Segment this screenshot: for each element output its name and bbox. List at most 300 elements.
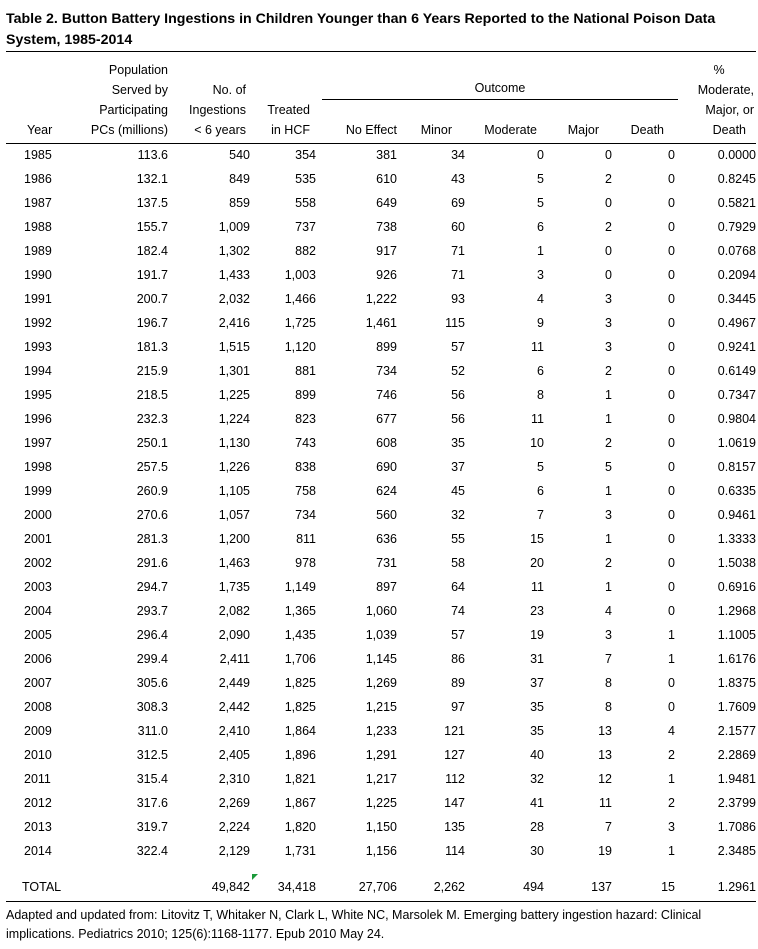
cell-pct: 1.7609 [717,700,756,714]
cell-no-effect: 1,060 [365,604,397,618]
cell-year: 1986 [24,172,52,186]
cell-ingestions: 2,090 [218,628,250,642]
cell-year: 1993 [24,340,52,354]
cell-death: 4 [668,724,675,738]
total-no-effect: 27,706 [358,880,397,894]
cell-pct: 0.6916 [717,580,756,594]
cell-death: 0 [668,244,675,258]
cell-moderate: 0 [537,148,544,162]
table-title: Table 2. Button Battery Ingestions in Children Younger than 6 Years Reported to the National Poison Data System, 1985-2014 [6,11,716,48]
cell-ingestions: 1,130 [218,436,250,450]
cell-pct: 0.6335 [717,484,756,498]
cell-year: 2009 [24,724,52,738]
cell-ingestions: 1,009 [218,220,250,234]
cell-death: 0 [668,220,675,234]
cell-treated: 1,466 [284,292,316,306]
cell-death: 0 [668,292,675,306]
cell-minor: 55 [451,532,465,546]
cell-pct: 1.6176 [717,652,756,666]
cell-treated: 1,725 [284,316,316,330]
table-row [0,815,758,839]
table-row [0,431,758,455]
cell-pct: 1.2968 [717,604,756,618]
table-row [0,455,758,479]
cell-population: 181.3 [136,340,168,354]
cell-treated: 1,825 [284,700,316,714]
cell-major: 0 [605,244,612,258]
title-rule [6,51,756,52]
cell-minor: 89 [451,676,465,690]
cell-ingestions: 1,105 [218,484,250,498]
cell-year: 2001 [24,532,52,546]
header-ingestions-1: No. of [212,83,246,97]
cell-no-effect: 624 [376,484,397,498]
cell-major: 3 [605,340,612,354]
cell-death: 0 [668,196,675,210]
cell-population: 322.4 [136,844,168,858]
cell-ingestions: 1,225 [218,388,250,402]
cell-moderate: 1 [537,244,544,258]
cell-pct: 0.7929 [717,220,756,234]
cell-minor: 34 [451,148,465,162]
cell-pct: 0.6149 [717,364,756,378]
cell-minor: 60 [451,220,465,234]
cell-ingestions: 849 [229,172,250,186]
table-row [0,839,758,863]
cell-death: 0 [668,364,675,378]
cell-moderate: 6 [537,220,544,234]
cell-treated: 743 [295,436,316,450]
cell-year: 1991 [24,292,52,306]
source-footnote: Adapted and updated from: Litovitz T, Whitaker N, Clark L, White NC, Marsolek M. Emerging battery ingestion hazard: Clinical implications. Pediatrics 2010; 125(6):1168-1177. Epub 2010 May 24. [6,908,702,941]
cell-pct: 1.1005 [717,628,756,642]
cell-major: 1 [605,532,612,546]
cell-ingestions: 2,442 [218,700,250,714]
cell-major: 1 [605,580,612,594]
cell-ingestions: 2,449 [218,676,250,690]
cell-no-effect: 926 [376,268,397,282]
cell-minor: 115 [445,316,465,330]
cell-treated: 354 [295,148,316,162]
cell-treated: 535 [295,172,316,186]
cell-pct: 0.2094 [717,268,756,282]
cell-moderate: 40 [530,748,544,762]
cell-pct: 0.0000 [717,148,756,162]
cell-pct: 0.8245 [717,172,756,186]
cell-death: 0 [668,268,675,282]
cell-death: 0 [668,700,675,714]
cell-moderate: 37 [530,676,544,690]
cell-no-effect: 917 [376,244,397,258]
cell-population: 260.9 [136,484,168,498]
table-row [0,239,758,263]
cell-major: 3 [605,316,612,330]
cell-major: 3 [605,628,612,642]
total-major: 137 [591,880,612,894]
cell-year: 1999 [24,484,52,498]
cell-ingestions: 1,057 [218,508,250,522]
cell-ingestions: 2,224 [218,820,250,834]
cell-year: 2005 [24,628,52,642]
cell-pct: 1.9481 [717,772,756,786]
cell-major: 19 [598,844,612,858]
cell-treated: 1,149 [284,580,316,594]
table-row [0,479,758,503]
cell-population: 319.7 [136,820,168,834]
cell-minor: 135 [444,820,465,834]
cell-minor: 58 [451,556,465,570]
cell-major: 2 [605,172,612,186]
total-ingestions: 49,842 [211,880,250,894]
cell-population: 218.5 [136,388,168,402]
cell-no-effect: 381 [376,148,397,162]
cell-population: 191.7 [136,268,168,282]
cell-ingestions: 2,082 [218,604,250,618]
total-row [0,875,758,899]
cell-no-effect: 897 [376,580,397,594]
cell-moderate: 19 [530,628,544,642]
cell-death: 1 [668,652,675,666]
cell-treated: 558 [295,196,316,210]
header-ingestions-3: < 6 years [194,123,246,137]
cell-ingestions: 2,416 [218,316,250,330]
cell-population: 196.7 [136,316,168,330]
cell-minor: 56 [451,388,465,402]
cell-ingestions: 1,200 [218,532,250,546]
cell-minor: 57 [451,628,465,642]
cell-year: 2000 [24,508,52,522]
table-row [0,191,758,215]
cell-treated: 1,731 [284,844,316,858]
table-row [0,575,758,599]
cell-no-effect: 1,461 [365,316,397,330]
cell-population: 315.4 [136,772,168,786]
total-minor: 2,262 [433,880,465,894]
header-pct-1: % [713,63,725,77]
cell-moderate: 8 [537,388,544,402]
table-row [0,527,758,551]
cell-major: 2 [605,436,612,450]
cell-year: 1994 [24,364,52,378]
cell-ingestions: 1,302 [218,244,250,258]
cell-population: 312.5 [136,748,168,762]
cell-moderate: 35 [530,700,544,714]
cell-moderate: 41 [530,796,544,810]
cell-population: 215.9 [136,364,168,378]
cell-no-effect: 899 [376,340,397,354]
cell-ingestions: 2,405 [218,748,250,762]
cell-death: 0 [668,316,675,330]
cell-no-effect: 1,291 [365,748,397,762]
cell-moderate: 3 [537,268,544,282]
total-label: TOTAL [22,880,62,894]
cell-population: 232.3 [136,412,168,426]
cell-moderate: 11 [531,412,544,426]
cell-major: 11 [599,796,612,810]
header-pct-4: Death [712,123,746,137]
total-death: 15 [661,880,675,894]
cell-no-effect: 1,225 [365,796,397,810]
cell-major: 0 [605,148,612,162]
table-row [0,287,758,311]
cell-year: 1990 [24,268,52,282]
cell-moderate: 30 [530,844,544,858]
cell-major: 8 [605,700,612,714]
total-pct: 1.2961 [717,880,756,894]
cell-year: 2007 [24,676,52,690]
cell-ingestions: 2,129 [218,844,250,858]
cell-major: 7 [605,820,612,834]
table-row [0,311,758,335]
cell-death: 0 [668,580,675,594]
cell-major: 2 [605,364,612,378]
cell-year: 2010 [24,748,52,762]
cell-major: 13 [598,748,612,762]
table-row [0,167,758,191]
cell-no-effect: 1,217 [365,772,397,786]
cell-death: 0 [668,508,675,522]
cell-minor: 37 [451,460,465,474]
cell-no-effect: 649 [376,196,397,210]
cell-death: 1 [668,628,675,642]
cell-year: 2003 [24,580,52,594]
header-treated-2: in HCF [271,123,310,137]
cell-population: 291.6 [136,556,168,570]
header-death: Death [630,123,664,137]
cell-death: 3 [668,820,675,834]
cell-major: 0 [605,196,612,210]
cell-no-effect: 677 [376,412,397,426]
cell-minor: 71 [451,268,465,282]
cell-minor: 43 [451,172,465,186]
cell-major: 2 [605,556,612,570]
cell-year: 1987 [24,196,52,210]
cell-death: 0 [668,484,675,498]
cell-no-effect: 610 [376,172,397,186]
header-population-3: Participating [99,103,168,117]
cell-moderate: 5 [537,172,544,186]
cell-pct: 0.9461 [717,508,756,522]
cell-ingestions: 1,735 [218,580,250,594]
cell-population: 270.6 [136,508,168,522]
cell-ingestions: 1,515 [218,340,250,354]
cell-no-effect: 1,145 [365,652,397,666]
cell-population: 182.4 [136,244,168,258]
cell-year: 1988 [24,220,52,234]
cell-treated: 1,867 [284,796,316,810]
cell-treated: 1,706 [284,652,316,666]
cell-moderate: 31 [530,652,544,666]
footer-rule [6,901,756,902]
cell-ingestions: 540 [229,148,250,162]
cell-no-effect: 690 [376,460,397,474]
header-pct-2: Moderate, [697,83,754,97]
cell-pct: 1.0619 [717,436,756,450]
cell-no-effect: 1,150 [365,820,397,834]
cell-moderate: 6 [537,364,544,378]
cell-year: 2002 [24,556,52,570]
cell-population: 299.4 [136,652,168,666]
cell-year: 2011 [24,772,51,786]
total-treated: 34,418 [277,880,316,894]
table-row [0,551,758,575]
cell-minor: 97 [451,700,465,714]
cell-ingestions: 2,410 [218,724,250,738]
cell-ingestions: 859 [229,196,250,210]
cell-major: 0 [605,268,612,282]
cell-pct: 0.4967 [717,316,756,330]
cell-minor: 64 [451,580,465,594]
cell-population: 296.4 [136,628,168,642]
cell-moderate: 5 [537,196,544,210]
cell-moderate: 15 [530,532,544,546]
header-population-1: Population [108,63,168,77]
cell-pct: 2.1577 [717,724,756,738]
cell-no-effect: 746 [376,388,397,402]
cell-year: 1985 [24,148,52,162]
table-row [0,791,758,815]
cell-treated: 978 [295,556,316,570]
cell-ingestions: 2,269 [218,796,250,810]
cell-death: 0 [668,556,675,570]
cell-pct: 0.8157 [717,460,756,474]
cell-moderate: 35 [530,724,544,738]
cell-moderate: 10 [530,436,544,450]
header-population-4: PCs (millions) [90,123,168,137]
cell-minor: 127 [444,748,465,762]
cell-no-effect: 1,215 [365,700,397,714]
cell-moderate: 4 [537,292,544,306]
cell-death: 1 [668,772,675,786]
cell-population: 281.3 [136,532,168,546]
cell-year: 1995 [24,388,52,402]
cell-major: 3 [605,508,612,522]
cell-death: 0 [668,340,675,354]
cell-no-effect: 1,156 [365,844,397,858]
table-row [0,719,758,743]
outcome-rule [322,99,678,100]
cell-minor: 112 [445,772,465,786]
cell-moderate: 5 [537,460,544,474]
cell-minor: 86 [451,652,465,666]
table-row [0,407,758,431]
header-pct-3: Major, or [705,103,754,117]
table-row [0,671,758,695]
cell-death: 2 [668,796,675,810]
cell-treated: 1,003 [284,268,316,282]
cell-treated: 811 [296,532,316,546]
cell-no-effect: 1,039 [365,628,397,642]
cell-population: 305.6 [136,676,168,690]
cell-death: 0 [668,532,675,546]
cell-ingestions: 1,463 [218,556,250,570]
cell-pct: 0.5821 [717,196,756,210]
cell-pct: 1.7086 [717,820,756,834]
cell-death: 0 [668,388,675,402]
table-row [0,335,758,359]
cell-death: 0 [668,676,675,690]
cell-major: 7 [605,652,612,666]
cell-no-effect: 738 [376,220,397,234]
cell-pct: 2.3799 [717,796,756,810]
cell-moderate: 7 [537,508,544,522]
cell-minor: 45 [451,484,465,498]
cell-treated: 1,825 [284,676,316,690]
cell-minor: 121 [444,724,465,738]
cell-population: 294.7 [136,580,168,594]
table-row [0,215,758,239]
header-year: Year [27,123,53,137]
cell-population: 132.1 [136,172,168,186]
cell-treated: 881 [295,364,316,378]
cell-major: 1 [605,412,612,426]
cell-death: 1 [668,844,675,858]
cell-major: 13 [598,724,612,738]
cell-treated: 1,365 [284,604,316,618]
cell-treated: 1,120 [284,340,316,354]
table-row [0,503,758,527]
cell-population: 137.5 [136,196,168,210]
cell-pct: 1.3333 [717,532,756,546]
cell-population: 317.6 [136,796,168,810]
header-ingestions-2: Ingestions [189,103,246,117]
cell-death: 2 [668,748,675,762]
cell-pct: 1.5038 [717,556,756,570]
header-population-2: Served by [111,83,168,97]
table-row [0,599,758,623]
cell-year: 1997 [24,436,52,450]
cell-death: 0 [668,436,675,450]
cell-moderate: 9 [537,316,544,330]
cell-population: 113.6 [137,148,168,162]
cell-moderate: 6 [537,484,544,498]
table-row [0,695,758,719]
cell-ingestions: 2,310 [218,772,250,786]
cell-minor: 71 [451,244,465,258]
cell-pct: 0.7347 [717,388,756,402]
cell-minor: 56 [451,412,465,426]
cell-death: 0 [668,412,675,426]
cell-major: 3 [605,292,612,306]
header-minor: Minor [420,123,452,137]
cell-moderate: 28 [530,820,544,834]
table-row [0,767,758,791]
cell-pct: 2.2869 [717,748,756,762]
cell-major: 12 [598,772,612,786]
cell-treated: 1,896 [284,748,316,762]
cell-ingestions: 1,226 [218,460,250,474]
cell-pct: 1.8375 [717,676,756,690]
cell-major: 1 [605,484,612,498]
cell-treated: 758 [295,484,316,498]
cell-ingestions: 1,433 [218,268,250,282]
cell-minor: 32 [451,508,465,522]
cell-death: 0 [668,460,675,474]
cell-minor: 69 [451,196,465,210]
cell-minor: 57 [451,340,465,354]
cell-treated: 838 [295,460,316,474]
cell-year: 2013 [24,820,52,834]
cell-death: 0 [668,172,675,186]
cell-minor: 147 [444,796,465,810]
cell-comment-marker-icon [252,874,258,880]
cell-treated: 1,435 [284,628,316,642]
cell-treated: 737 [295,220,316,234]
table-row [0,647,758,671]
cell-treated: 1,820 [284,820,316,834]
cell-treated: 823 [295,412,316,426]
cell-minor: 74 [451,604,465,618]
